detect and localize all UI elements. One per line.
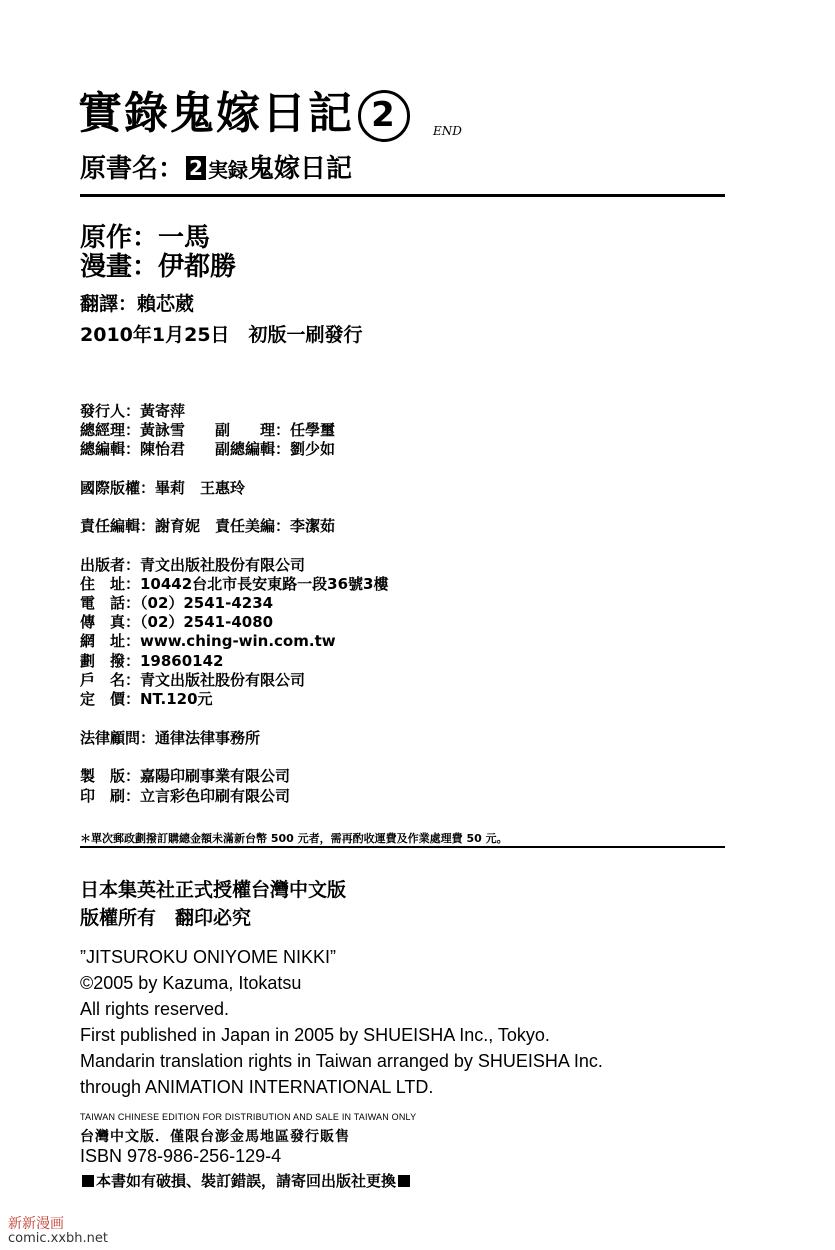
editor-line: 責任編輯：謝育妮 責任美編：李潔茹 xyxy=(80,517,336,535)
english-copyright-line: First published in Japan in 2005 by SHUEISHA Inc., Tokyo. xyxy=(80,1025,550,1045)
publisher-line: 電 話：（02）2541-4234 xyxy=(80,594,274,612)
edition-note-chinese: 台灣中文版．僅限台澎金馬地區發行販售 xyxy=(80,1129,350,1145)
divider-thin xyxy=(80,846,725,848)
square-bullet-icon xyxy=(82,1175,94,1187)
publisher-line: 出版者：青文出版社股份有限公司 xyxy=(80,556,306,574)
english-copyright-line: Mandarin translation rights in Taiwan arranged by SHUEISHA Inc. xyxy=(80,1051,603,1071)
publisher-line: 住 址：10442台北市長安東路一段36號3樓 xyxy=(80,575,389,593)
replacement-warning xyxy=(80,1170,412,1191)
staff-line: 發行人：黃寄萍 xyxy=(80,402,186,420)
english-copyright-line: ”JITSUROKU ONIYOME NIKKI” xyxy=(80,947,337,967)
staff-line: 總編輯：陳怡君 副總編輯：劉少如 xyxy=(80,440,336,458)
english-copyright-line: ©2005 by Kazuma, Itokatsu xyxy=(80,973,302,993)
original-title xyxy=(80,152,352,187)
credit-original-author: 原作：一馬 xyxy=(80,223,211,253)
isbn: ISBN 978-986-256-129-4 xyxy=(80,1146,282,1166)
publisher-line: 傳 真：（02）2541-4080 xyxy=(80,613,274,631)
divider-thick xyxy=(80,194,725,197)
book-title xyxy=(78,86,410,142)
credit-artist: 漫畫：伊都勝 xyxy=(80,252,237,282)
watermark-url: comic.xxbh.net xyxy=(8,1231,109,1246)
english-copyright-line: through ANIMATION INTERNATIONAL LTD. xyxy=(80,1077,434,1097)
postal-order-note: ＊單次郵政劃撥訂購總金額未滿新台幣 500 元者，需再酌收運費及作業處理費 50 元。 xyxy=(80,832,508,845)
book-title-text: 實錄鬼嫁日記 xyxy=(78,88,354,139)
copyright-reserved-line: 版權所有 翻印必究 xyxy=(80,907,252,929)
publication-date: 2010年1月25日 初版一刷發行 xyxy=(80,324,363,346)
credit-translator: 翻譯：賴芯葳 xyxy=(80,293,195,315)
replacement-warning-text: 本書如有破損、裝訂錯誤，請寄回出版社更換 xyxy=(96,1172,397,1190)
staff-line: 總經理：黃詠雪 副 理：任學璽 xyxy=(80,421,336,439)
publisher-line: 定 價：NT.120元 xyxy=(80,690,213,708)
original-title-name: 鬼嫁日記 xyxy=(247,154,352,184)
legal-advisor-line: 法律顧問：通律法律事務所 xyxy=(80,729,261,747)
print-line: 製 版：嘉陽印刷事業有限公司 xyxy=(80,767,291,785)
print-line: 印 刷：立言彩色印刷有限公司 xyxy=(80,787,291,805)
english-copyright-line: All rights reserved. xyxy=(80,999,230,1019)
original-volume-badge: 2 xyxy=(186,156,206,180)
original-title-prefix: 原書名： xyxy=(80,154,185,184)
volume-number-badge: 2 xyxy=(358,90,410,142)
edition-note-english: TAIWAN CHINESE EDITION FOR DISTRIBUTION AND SALE IN TAIWAN ONLY xyxy=(80,1112,417,1122)
authorization-line: 日本集英社正式授權台灣中文版 xyxy=(80,879,347,901)
publisher-line: 劃 撥：19860142 xyxy=(80,652,224,670)
square-bullet-icon xyxy=(398,1175,410,1187)
end-mark: END xyxy=(433,124,462,138)
publisher-line: 網 址：www.ching-win.com.tw xyxy=(80,632,336,650)
watermark-logo: 新新漫画 xyxy=(8,1216,64,1232)
international-rights-line: 國際版權：畢莉 王惠玲 xyxy=(80,479,246,497)
publisher-line: 戶 名：青文出版社股份有限公司 xyxy=(80,671,306,689)
original-title-small: 実録 xyxy=(207,158,248,182)
